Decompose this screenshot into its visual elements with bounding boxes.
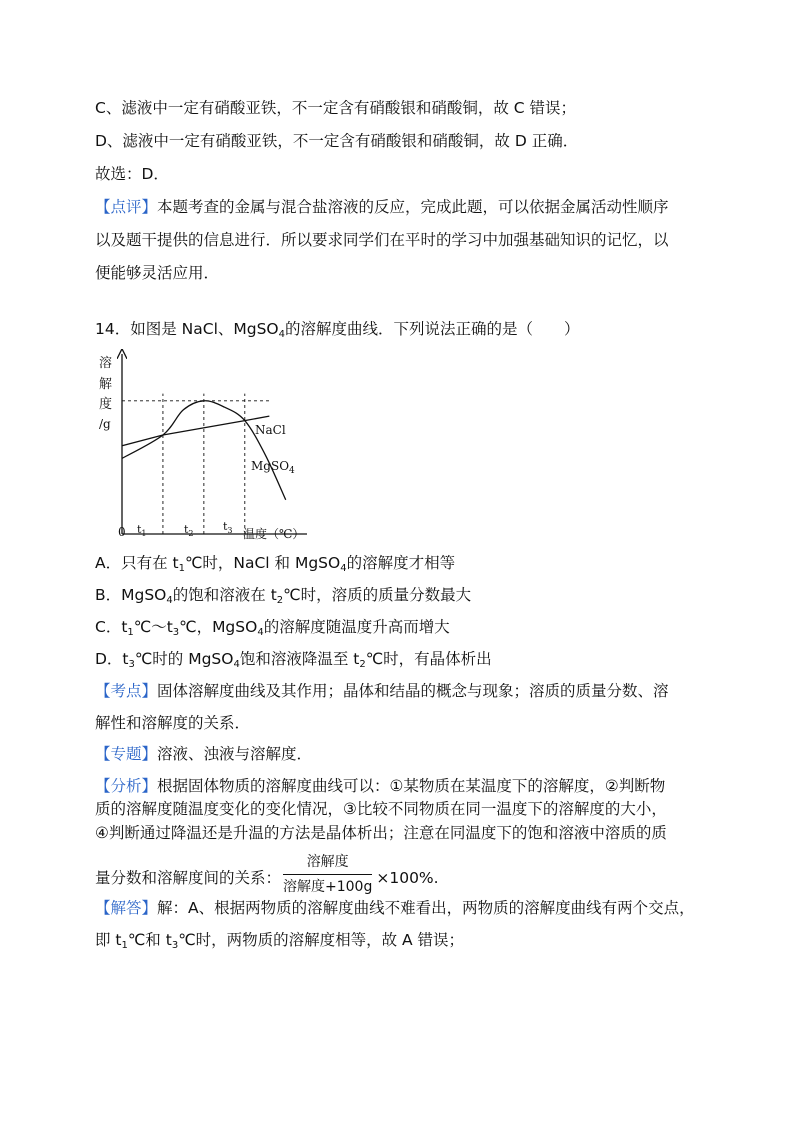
jieda-line-1: 【解答】解：A、根据两物质的溶解度曲线不难看出，两物质的溶解度曲线有两个交点， [95, 899, 695, 917]
question-text-b: 的溶解度曲线．下列说法正确的是（ ） [285, 320, 580, 338]
option-c-prev: C、滤液中一定有硝酸亚铁，不一定含有硝酸银和硝酸铜，故 C 错误； [95, 99, 577, 117]
mgso4-label: MgSO$_4$ [251, 459, 295, 476]
jieda-line-2: 即 $t_1℃$和 $t_3℃$时，两物质的溶解度相等，故 A 错误； [95, 931, 465, 951]
fraction-denominator: 溶解度+100g [283, 879, 373, 895]
y-label-char: 度 [99, 397, 113, 412]
y-label-char: 解 [99, 377, 113, 392]
comment-line-2: 以及题干提供的信息进行．所以要求同学们在平时的学习中加强基础知识的记忆，以 [95, 231, 669, 249]
fenxi-line-3: ④判断通过降温还是升温的方法是晶体析出；注意在同温度下的饱和溶液中溶质的质 [95, 824, 667, 842]
y-label-char: /g [99, 417, 111, 431]
kaodian-tag: 【考点】 [95, 682, 158, 700]
option-d: D．$t_3℃$时的 MgSO$_4$饱和溶液降温至 $t_2℃$时，有晶体析出 [95, 650, 492, 670]
question-text-a: 如图是 NaCl、MgSO [130, 320, 279, 338]
comment-line-1 [95, 196, 669, 218]
comment-line-3: 便能够灵活应用． [95, 264, 220, 282]
question-subscript: 4 [278, 329, 286, 340]
y-label-char: 溶 [99, 356, 113, 371]
comment-tag: 【点评】 [95, 198, 158, 216]
fenxi-line-4: 量分数和溶解度间的关系： $\frac{\text{溶解度}}{\text{溶解度+100g}}$ ×100%. [95, 855, 439, 902]
option-a: A．只有在 $t_1℃$时，NaCl 和 MgSO$_4$的溶解度才相等 [95, 554, 456, 574]
option-b: B．MgSO$_4$的饱和溶液在 $t_2℃$时，溶质的质量分数最大 [95, 586, 472, 606]
option-c: C．$t_1℃\sim t_3℃$，MgSO$_4$的溶解度随温度升高而增大 [95, 618, 450, 638]
curve-nacl [122, 416, 269, 446]
jieda-tag: 【解答】 [95, 899, 158, 917]
zhuanti-line: 【专题】溶液、浊液与溶解度． [95, 745, 313, 763]
tick-label-t3: $t_3$ [223, 520, 233, 535]
fenxi-line-1: 【分析】根据固体物质的溶解度曲线可以：①某物质在某温度下的溶解度，②判断物 [95, 777, 666, 795]
fraction-numerator: 溶解度 [283, 851, 372, 875]
nacl-label: NaCl [255, 423, 286, 437]
zhuanti-tag: 【专题】 [95, 745, 158, 763]
tick-label-t1: $t_1$ [137, 523, 147, 538]
fenxi-tag: 【分析】 [95, 777, 158, 795]
origin-label: 0 [118, 525, 126, 539]
x-axis-label: 温度（℃） [243, 527, 305, 541]
option-d-prev: D、滤液中一定有硝酸亚铁，不一定含有硝酸银和硝酸铜，故 D 正确． [95, 132, 579, 150]
guide-lines [122, 394, 269, 534]
question-number: 14． [95, 320, 131, 338]
mass-fraction-formula [283, 851, 372, 898]
answer-prev: 故选：D． [95, 165, 169, 183]
fenxi-line-2: 质的溶解度随温度变化的变化情况，③比较不同物质在同一温度下的溶解度的大小， [95, 800, 667, 818]
question-14-stem [95, 318, 580, 340]
solubility-curve-chart [95, 348, 320, 548]
tick-label-t2: $t_2$ [184, 523, 194, 538]
kaodian-line-2: 解性和溶解度的关系． [95, 714, 251, 732]
y-axis-label [99, 355, 112, 431]
comment-text-1: 本题考查的金属与混合盐溶液的反应，完成此题，可以依据金属活动性顺序 [157, 198, 669, 216]
kaodian-line-1: 【考点】固体溶解度曲线及其作用；晶体和结晶的概念与现象；溶质的质量分数、溶 [95, 682, 669, 700]
